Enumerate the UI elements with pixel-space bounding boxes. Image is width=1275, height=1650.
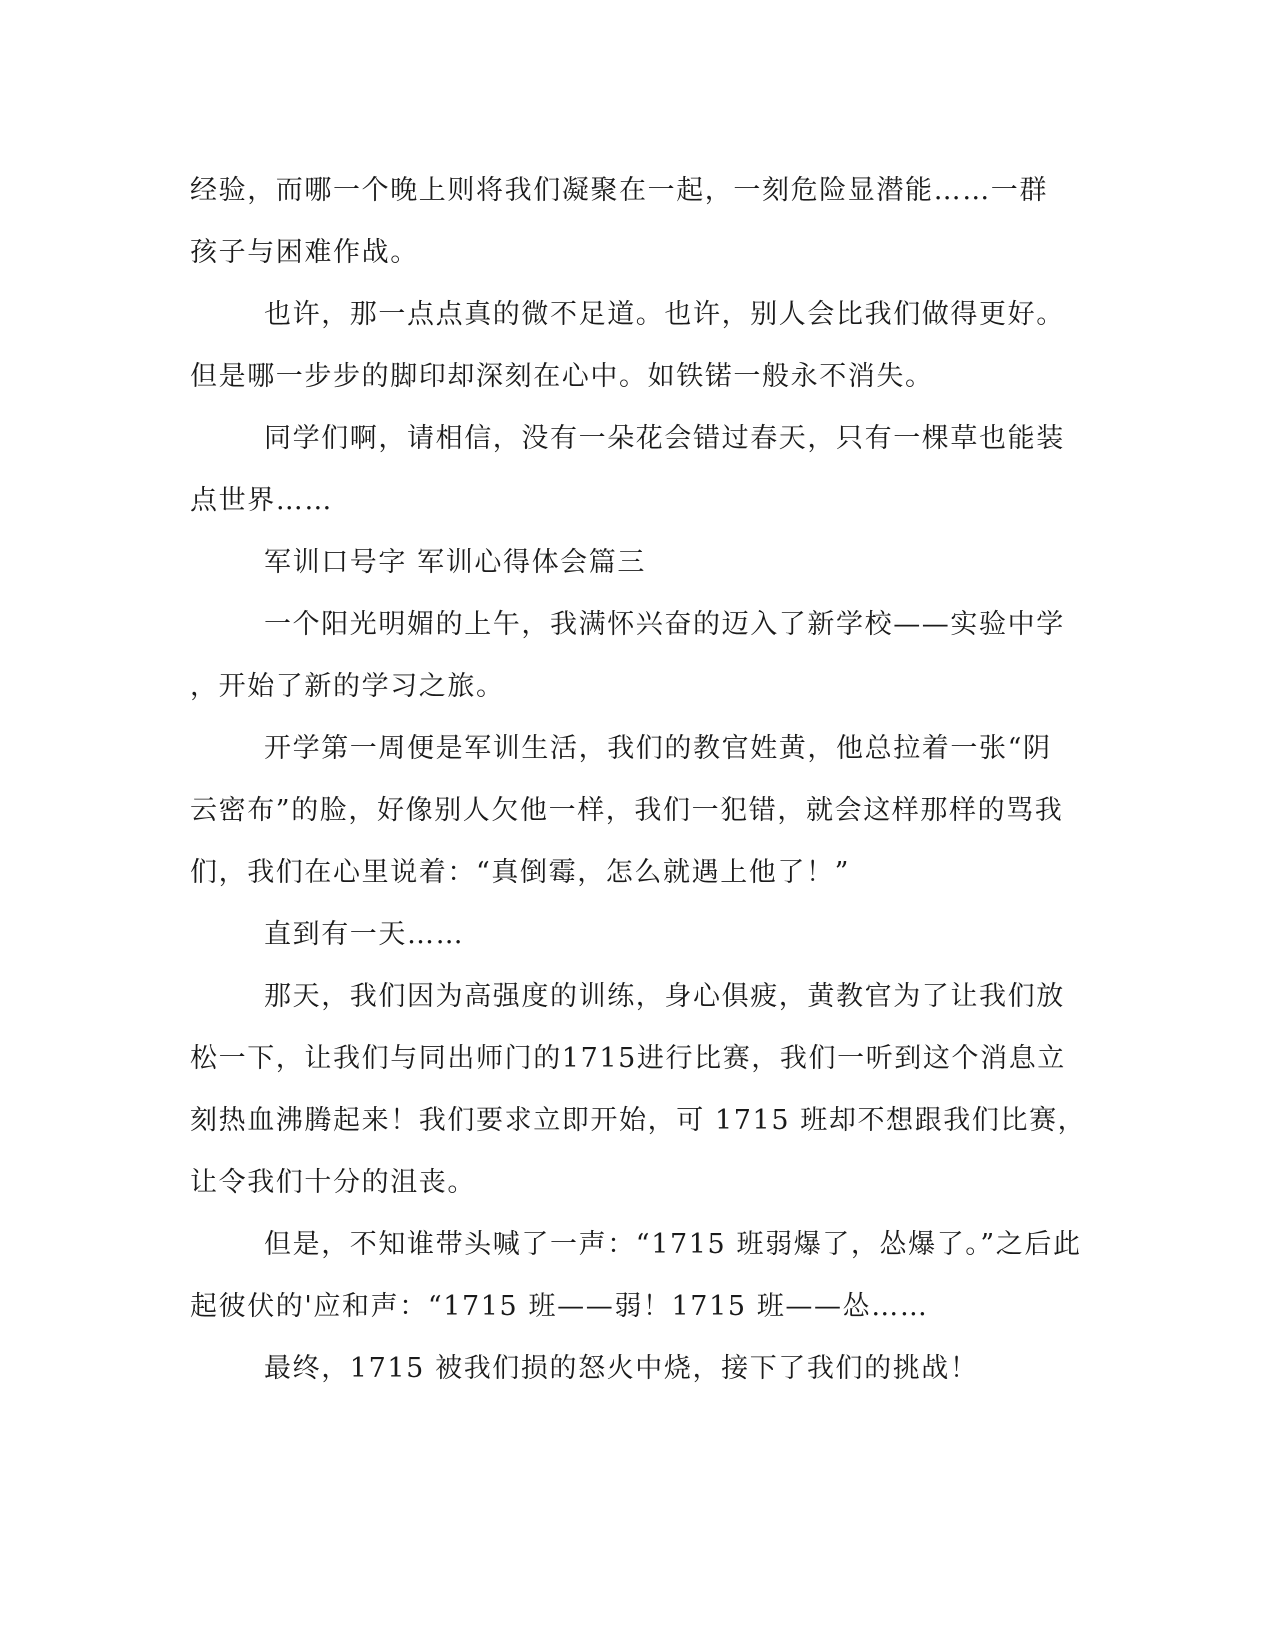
text-line: 开学第一周便是军训生活，我们的教官姓黄，他总拉着一张“阴 [264, 733, 1052, 764]
section-heading: 军训口号字 军训心得体会篇三 [264, 547, 646, 578]
text-line: 让令我们十分的沮丧。 [190, 1167, 476, 1198]
text-line: 那天，我们因为高强度的训练，身心俱疲，黄教官为了让我们放 [264, 981, 1065, 1012]
text-line: 起彼伏的'应和声：“1715 班——弱！1715 班——怂…… [190, 1291, 929, 1322]
text-line: 最终，1715 被我们损的怒火中烧，接下了我们的挑战！ [264, 1353, 979, 1384]
text-line: 点世界…… [190, 485, 333, 516]
text-line: 们，我们在心里说着：“真倒霉，怎么就遇上他了！” [190, 857, 851, 888]
text-line: 直到有一天…… [264, 919, 465, 950]
text-line: 但是，不知谁带头喊了一声：“1715 班弱爆了，怂爆了。”之后此 [264, 1229, 1082, 1260]
text-line: 云密布”的脸，好像别人欠他一样，我们一犯错，就会这样那样的骂我 [190, 795, 1064, 826]
text-line: 刻热血沸腾起来！我们要求立即开始，可 1715 班却不想跟我们比赛， [190, 1105, 1087, 1136]
text-line: 松一下，让我们与同出师门的1715进行比赛，我们一听到这个消息立 [190, 1043, 1066, 1074]
document-body [190, 160, 1090, 1400]
text-line: 一个阳光明媚的上午，我满怀兴奋的迈入了新学校——实验中学 [264, 609, 1065, 640]
text-line: ，开始了新的学习之旅。 [190, 671, 505, 702]
text-line: 但是哪一步步的脚印却深刻在心中。如铁锘一般永不消失。 [190, 361, 934, 392]
text-line: 也许，那一点点真的微不足道。也许，别人会比我们做得更好。 [264, 299, 1065, 330]
text-line: 同学们啊，请相信，没有一朵花会错过春天，只有一棵草也能装 [264, 423, 1065, 454]
text-line: 经验，而哪一个晚上则将我们凝聚在一起，一刻危险显潜能……一群 [190, 175, 1048, 206]
text-line: 孩子与困难作战。 [190, 237, 419, 268]
